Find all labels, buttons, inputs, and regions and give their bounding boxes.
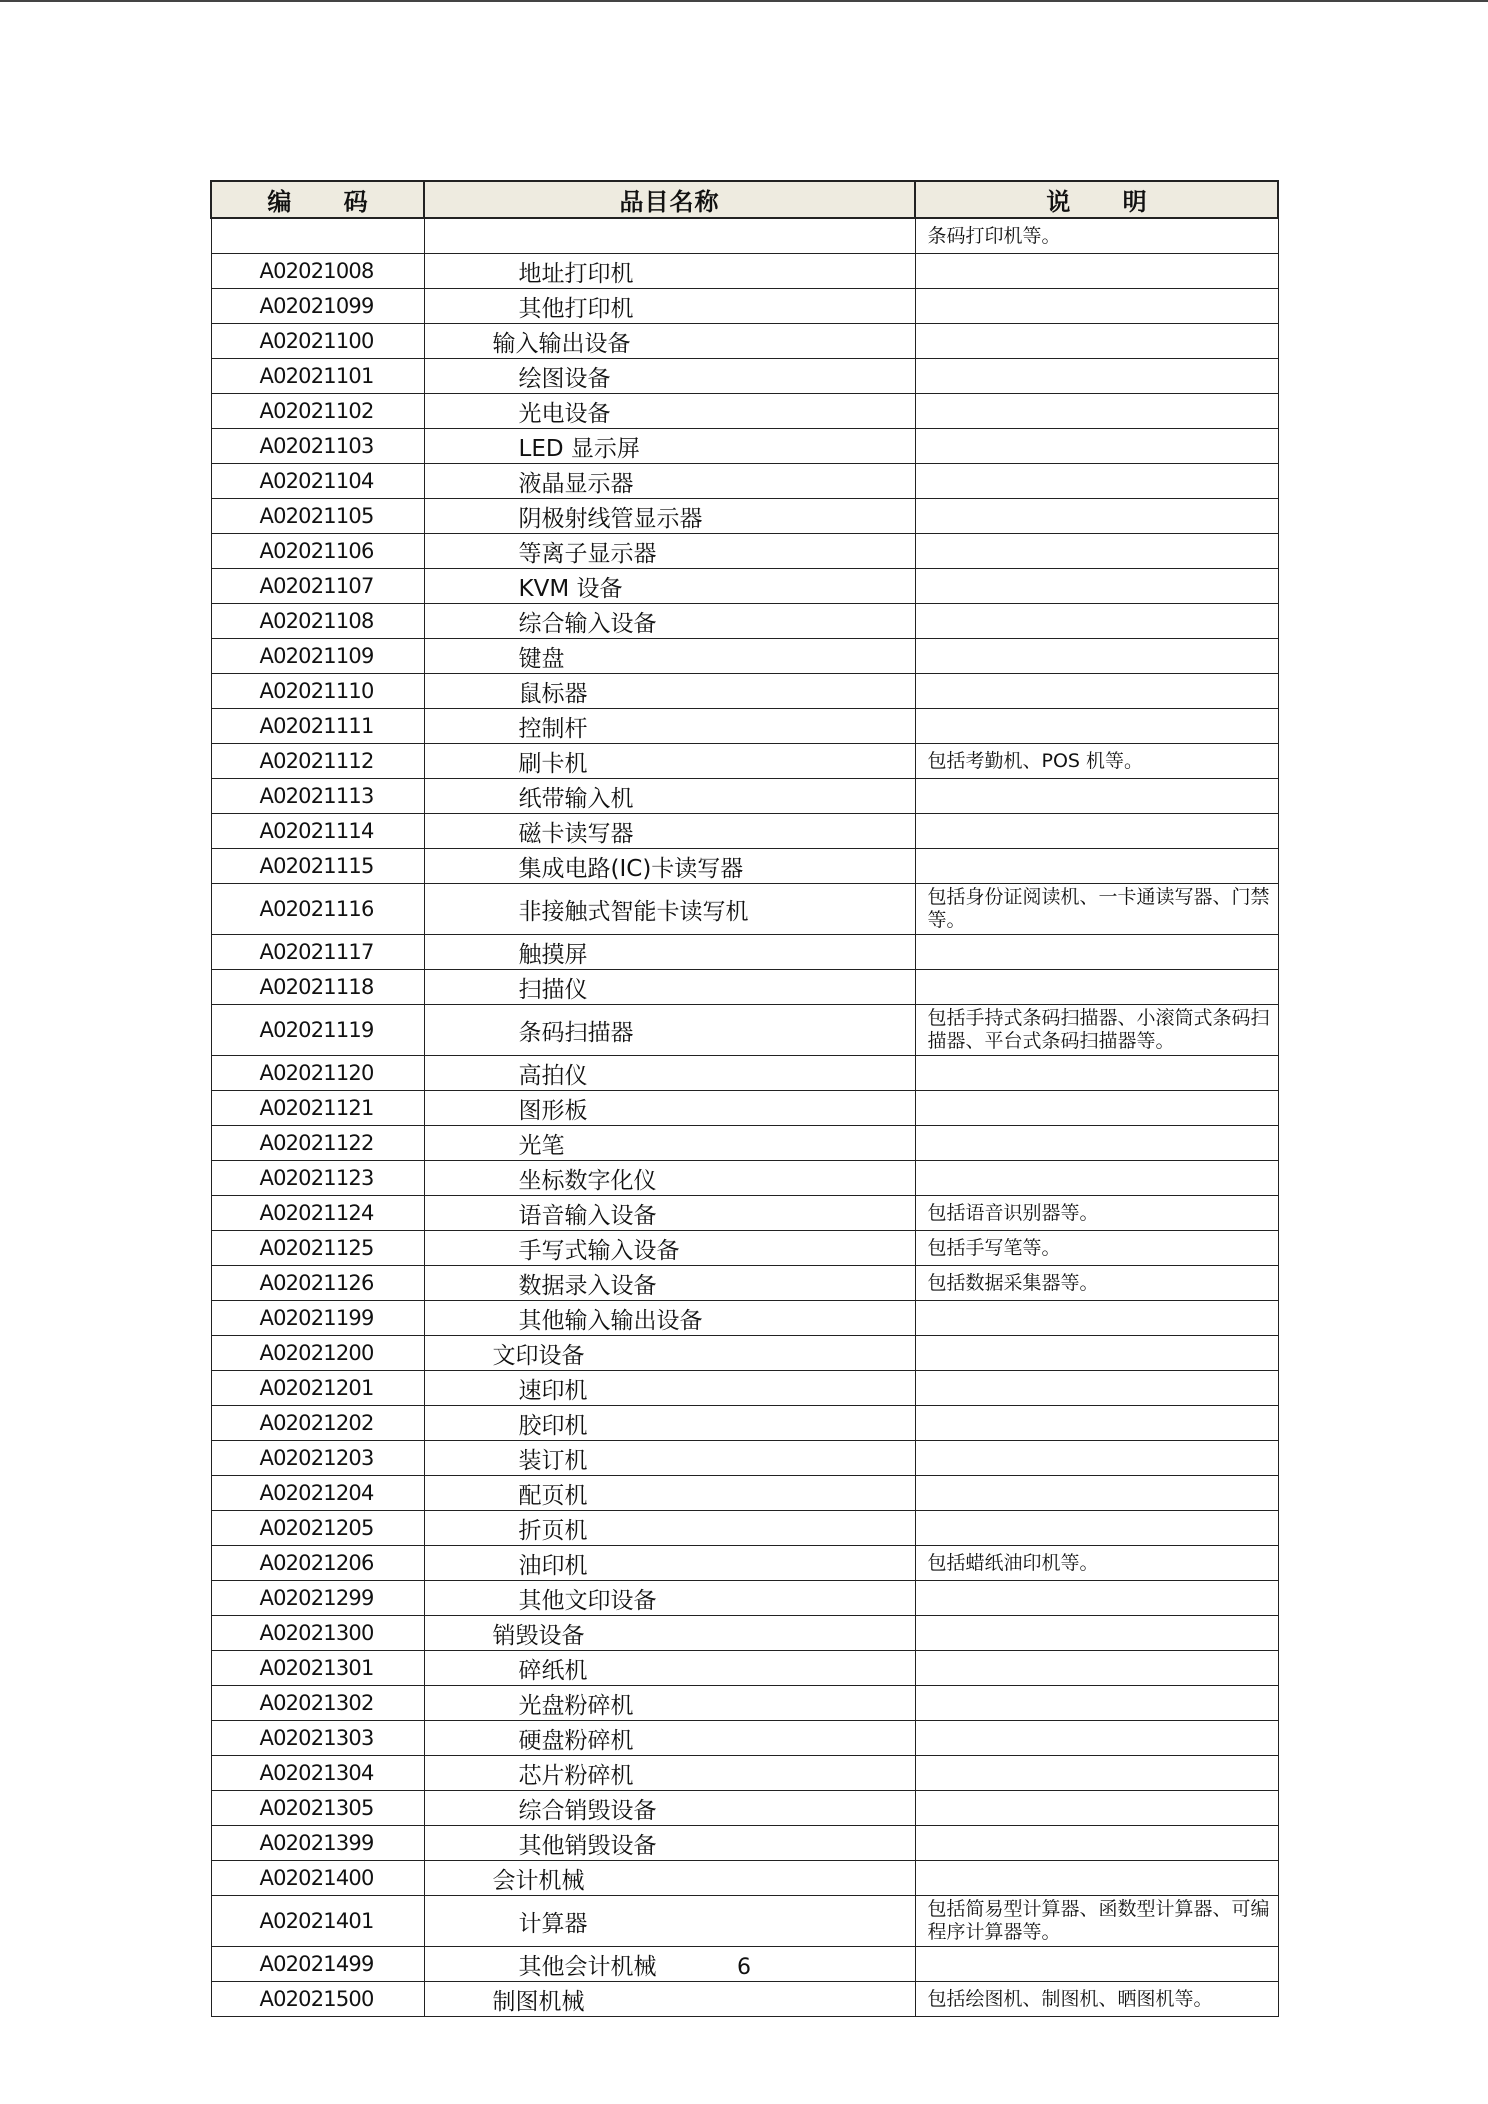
item-note xyxy=(915,1616,1278,1651)
table-row xyxy=(211,1826,1278,1861)
item-code: A02021099 xyxy=(211,289,424,324)
item-name: 计算器 xyxy=(424,1896,915,1947)
item-name: 光笔 xyxy=(424,1126,915,1161)
item-name: 其他打印机 xyxy=(424,289,915,324)
table-row xyxy=(211,709,1278,744)
item-code: A02021499 xyxy=(211,1947,424,1982)
item-code: A02021126 xyxy=(211,1266,424,1301)
table-row xyxy=(211,779,1278,814)
item-code: A02021100 xyxy=(211,324,424,359)
item-name: 其他销毁设备 xyxy=(424,1826,915,1861)
table-row xyxy=(211,1616,1278,1651)
table-row xyxy=(211,744,1278,779)
item-code: A02021206 xyxy=(211,1546,424,1581)
item-code: A02021112 xyxy=(211,744,424,779)
item-code: A02021303 xyxy=(211,1721,424,1756)
item-note xyxy=(915,604,1278,639)
item-name: 输入输出设备 xyxy=(424,324,915,359)
item-name: 综合销毁设备 xyxy=(424,1791,915,1826)
item-name: 综合输入设备 xyxy=(424,604,915,639)
item-code: A02021108 xyxy=(211,604,424,639)
item-note xyxy=(915,814,1278,849)
item-note xyxy=(915,1476,1278,1511)
table-row xyxy=(211,935,1278,970)
item-code: A02021201 xyxy=(211,1371,424,1406)
item-note: 包括简易型计算器、函数型计算器、可编程序计算器等。 xyxy=(915,1896,1278,1947)
table-row xyxy=(211,1056,1278,1091)
item-code: A02021103 xyxy=(211,429,424,464)
table-row xyxy=(211,1371,1278,1406)
item-name: 折页机 xyxy=(424,1511,915,1546)
item-name: 纸带输入机 xyxy=(424,779,915,814)
item-note xyxy=(915,1581,1278,1616)
item-note xyxy=(915,1826,1278,1861)
item-name: 磁卡读写器 xyxy=(424,814,915,849)
item-code: A02021118 xyxy=(211,970,424,1005)
table-row xyxy=(211,674,1278,709)
item-name: 集成电路(IC)卡读写器 xyxy=(424,849,915,884)
top-border-line xyxy=(0,0,1488,2)
item-code: A02021399 xyxy=(211,1826,424,1861)
item-code: A02021123 xyxy=(211,1161,424,1196)
item-code xyxy=(211,218,424,254)
item-name: 绘图设备 xyxy=(424,359,915,394)
item-code: A02021401 xyxy=(211,1896,424,1947)
item-name: 光盘粉碎机 xyxy=(424,1686,915,1721)
table-row xyxy=(211,1861,1278,1896)
item-code: A02021304 xyxy=(211,1756,424,1791)
table-row xyxy=(211,1511,1278,1546)
item-name: 控制杆 xyxy=(424,709,915,744)
item-code: A02021008 xyxy=(211,254,424,289)
item-name xyxy=(424,218,915,254)
item-note: 包括绘图机、制图机、晒图机等。 xyxy=(915,1982,1278,2017)
item-code: A02021202 xyxy=(211,1406,424,1441)
table-row xyxy=(211,1005,1278,1056)
item-note xyxy=(915,289,1278,324)
item-name: 其他会计机械 xyxy=(424,1947,915,1982)
item-note xyxy=(915,639,1278,674)
table-row xyxy=(211,1896,1278,1947)
table-row xyxy=(211,1721,1278,1756)
item-note xyxy=(915,1861,1278,1896)
table-row xyxy=(211,1581,1278,1616)
item-note: 包括语音识别器等。 xyxy=(915,1196,1278,1231)
item-note xyxy=(915,849,1278,884)
item-code: A02021115 xyxy=(211,849,424,884)
item-code: A02021113 xyxy=(211,779,424,814)
item-name: 阴极射线管显示器 xyxy=(424,499,915,534)
item-name: 配页机 xyxy=(424,1476,915,1511)
table-row xyxy=(211,1091,1278,1126)
item-note xyxy=(915,935,1278,970)
table-row xyxy=(211,254,1278,289)
table-row xyxy=(211,218,1278,254)
item-code: A02021111 xyxy=(211,709,424,744)
item-note xyxy=(915,970,1278,1005)
item-note xyxy=(915,1161,1278,1196)
item-name: 键盘 xyxy=(424,639,915,674)
item-code: A02021102 xyxy=(211,394,424,429)
item-note xyxy=(915,1336,1278,1371)
item-name: 油印机 xyxy=(424,1546,915,1581)
item-name: 会计机械 xyxy=(424,1861,915,1896)
table-row xyxy=(211,1686,1278,1721)
item-code: A02021124 xyxy=(211,1196,424,1231)
item-code: A02021205 xyxy=(211,1511,424,1546)
item-name: 地址打印机 xyxy=(424,254,915,289)
header-note: 说 明 xyxy=(915,181,1278,218)
table-row xyxy=(211,1441,1278,1476)
item-note xyxy=(915,1756,1278,1791)
item-note: 包括手持式条码扫描器、小滚筒式条码扫描器、平台式条码扫描器等。 xyxy=(915,1005,1278,1056)
table-row xyxy=(211,499,1278,534)
table-row xyxy=(211,1231,1278,1266)
item-code: A02021106 xyxy=(211,534,424,569)
table-row xyxy=(211,814,1278,849)
table-row xyxy=(211,1791,1278,1826)
table-row xyxy=(211,849,1278,884)
item-code: A02021199 xyxy=(211,1301,424,1336)
item-code: A02021204 xyxy=(211,1476,424,1511)
item-code: A02021101 xyxy=(211,359,424,394)
item-note xyxy=(915,1371,1278,1406)
item-note xyxy=(915,429,1278,464)
item-code: A02021500 xyxy=(211,1982,424,2017)
item-note xyxy=(915,674,1278,709)
table-row xyxy=(211,1196,1278,1231)
table-row xyxy=(211,1982,1278,2017)
table-row xyxy=(211,534,1278,569)
item-name: 扫描仪 xyxy=(424,970,915,1005)
item-name: 光电设备 xyxy=(424,394,915,429)
table-row xyxy=(211,429,1278,464)
item-note xyxy=(915,569,1278,604)
table-row xyxy=(211,1126,1278,1161)
item-code: A02021302 xyxy=(211,1686,424,1721)
item-code: A02021125 xyxy=(211,1231,424,1266)
table-row xyxy=(211,359,1278,394)
item-note xyxy=(915,394,1278,429)
item-note: 包括身份证阅读机、一卡通读写器、门禁等。 xyxy=(915,884,1278,935)
item-note xyxy=(915,1686,1278,1721)
item-code: A02021114 xyxy=(211,814,424,849)
item-name: 硬盘粉碎机 xyxy=(424,1721,915,1756)
item-note: 条码打印机等。 xyxy=(915,218,1278,254)
item-name: LED 显示屏 xyxy=(424,429,915,464)
item-note xyxy=(915,1406,1278,1441)
item-note xyxy=(915,1441,1278,1476)
item-name: 销毁设备 xyxy=(424,1616,915,1651)
item-note: 包括蜡纸油印机等。 xyxy=(915,1546,1278,1581)
item-code: A02021120 xyxy=(211,1056,424,1091)
table-row xyxy=(211,1161,1278,1196)
item-code: A02021203 xyxy=(211,1441,424,1476)
item-code: A02021200 xyxy=(211,1336,424,1371)
item-code: A02021301 xyxy=(211,1651,424,1686)
item-name: 语音输入设备 xyxy=(424,1196,915,1231)
item-note xyxy=(915,779,1278,814)
item-name: 触摸屏 xyxy=(424,935,915,970)
item-note xyxy=(915,709,1278,744)
item-name: 坐标数字化仪 xyxy=(424,1161,915,1196)
item-note xyxy=(915,1301,1278,1336)
table-row xyxy=(211,1336,1278,1371)
item-code: A02021117 xyxy=(211,935,424,970)
table-row xyxy=(211,324,1278,359)
table-row xyxy=(211,884,1278,935)
item-code: A02021119 xyxy=(211,1005,424,1056)
item-name: 碎纸机 xyxy=(424,1651,915,1686)
item-name: 手写式输入设备 xyxy=(424,1231,915,1266)
item-name: 等离子显示器 xyxy=(424,534,915,569)
item-note xyxy=(915,1791,1278,1826)
item-code: A02021299 xyxy=(211,1581,424,1616)
item-code: A02021110 xyxy=(211,674,424,709)
item-name: 装订机 xyxy=(424,1441,915,1476)
item-note xyxy=(915,359,1278,394)
table-row xyxy=(211,639,1278,674)
item-note: 包括考勤机、POS 机等。 xyxy=(915,744,1278,779)
item-note: 包括数据采集器等。 xyxy=(915,1266,1278,1301)
item-name: 文印设备 xyxy=(424,1336,915,1371)
table-row xyxy=(211,1546,1278,1581)
header-code: 编 码 xyxy=(211,181,424,218)
item-note xyxy=(915,1651,1278,1686)
item-code: A02021105 xyxy=(211,499,424,534)
item-name: 刷卡机 xyxy=(424,744,915,779)
item-code: A02021107 xyxy=(211,569,424,604)
item-note: 包括手写笔等。 xyxy=(915,1231,1278,1266)
item-name: 其他文印设备 xyxy=(424,1581,915,1616)
table-row xyxy=(211,289,1278,324)
item-code: A02021300 xyxy=(211,1616,424,1651)
item-name: 速印机 xyxy=(424,1371,915,1406)
item-name: 鼠标器 xyxy=(424,674,915,709)
table-row xyxy=(211,1406,1278,1441)
table-row xyxy=(211,464,1278,499)
item-code: A02021109 xyxy=(211,639,424,674)
item-name: 非接触式智能卡读写机 xyxy=(424,884,915,935)
table-row xyxy=(211,604,1278,639)
table-row xyxy=(211,1266,1278,1301)
item-name: 制图机械 xyxy=(424,1982,915,2017)
item-name: 胶印机 xyxy=(424,1406,915,1441)
item-note xyxy=(915,1056,1278,1091)
item-name: 条码扫描器 xyxy=(424,1005,915,1056)
item-note xyxy=(915,324,1278,359)
item-name: 高拍仪 xyxy=(424,1056,915,1091)
item-name: 芯片粉碎机 xyxy=(424,1756,915,1791)
item-code: A02021121 xyxy=(211,1091,424,1126)
table-row xyxy=(211,569,1278,604)
item-code: A02021305 xyxy=(211,1791,424,1826)
table-header-row xyxy=(211,181,1278,218)
catalog-table xyxy=(210,180,1279,2017)
item-name: 液晶显示器 xyxy=(424,464,915,499)
item-code: A02021122 xyxy=(211,1126,424,1161)
table-row xyxy=(211,970,1278,1005)
table-row xyxy=(211,394,1278,429)
item-code: A02021104 xyxy=(211,464,424,499)
item-note xyxy=(915,1126,1278,1161)
table-row xyxy=(211,1756,1278,1791)
item-name: 其他输入输出设备 xyxy=(424,1301,915,1336)
item-note xyxy=(915,254,1278,289)
item-note xyxy=(915,1721,1278,1756)
table-row xyxy=(211,1651,1278,1686)
item-name: 数据录入设备 xyxy=(424,1266,915,1301)
item-note xyxy=(915,1091,1278,1126)
item-name: KVM 设备 xyxy=(424,569,915,604)
table-row xyxy=(211,1476,1278,1511)
table-row xyxy=(211,1301,1278,1336)
item-note xyxy=(915,1511,1278,1546)
item-name: 图形板 xyxy=(424,1091,915,1126)
item-code: A02021116 xyxy=(211,884,424,935)
header-name: 品目名称 xyxy=(424,181,915,218)
item-note xyxy=(915,499,1278,534)
page-number: 6 xyxy=(737,1955,751,1980)
item-note xyxy=(915,534,1278,569)
item-note xyxy=(915,464,1278,499)
item-code: A02021400 xyxy=(211,1861,424,1896)
table-body xyxy=(211,218,1278,2017)
